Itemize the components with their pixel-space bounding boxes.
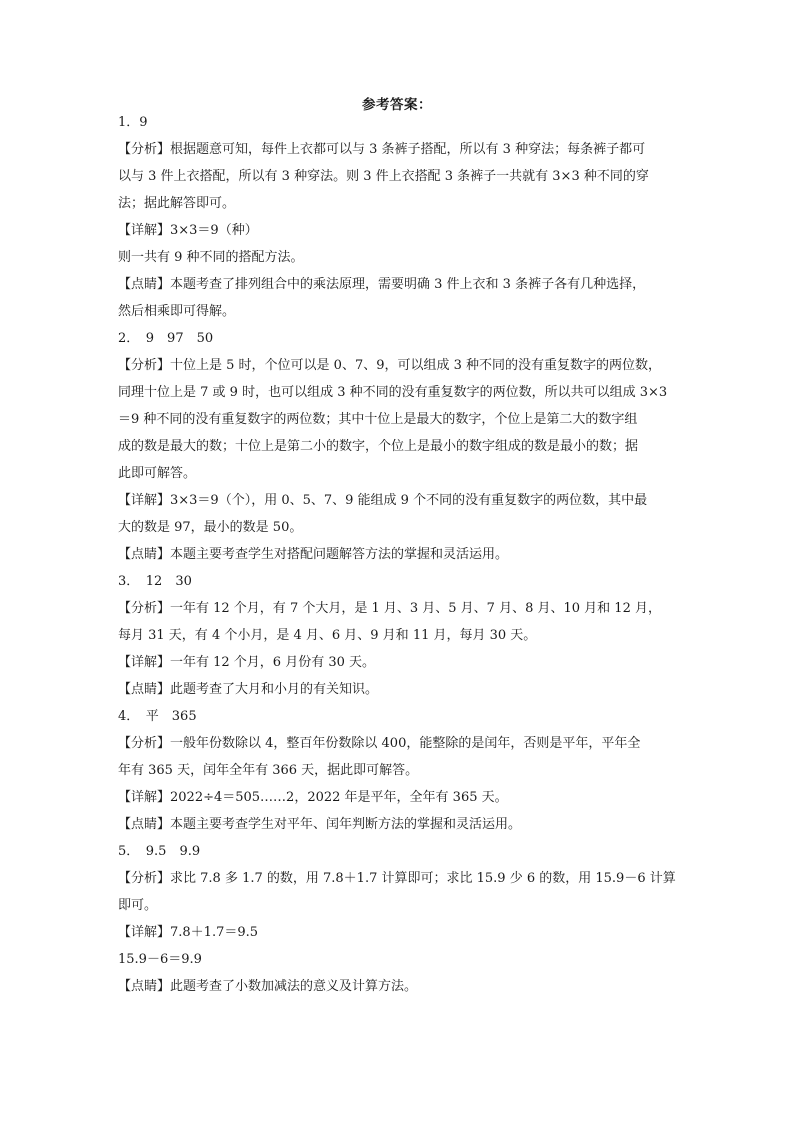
answer-5-detail: 【详解】7.8＋1.7＝9.5 [118, 925, 259, 940]
answer-2-analysis-cont: 同理十位上是 7 或 9 时，也可以组成 3 种不同的没有重复数字的两位数，所以共可以组成 3×3 [118, 385, 668, 400]
answer-5-comment: 【点睛】此题考查了小数加减法的意义及计算方法。 [118, 979, 418, 994]
answer-3-analysis-cont: 每月 31 天，有 4 个小月，是 4 月、6 月、9 月和 11 月，每月 30 天。 [118, 628, 537, 643]
answer-4-heading: 4． 平 365 [118, 709, 197, 724]
answer-4-analysis: 【分析】一般年份数除以 4，整百年份数除以 400，能整除的是闰年，否则是平年，平年全 [118, 736, 641, 751]
page-title: 参考答案： [362, 97, 432, 113]
answer-1-comment: 【点睛】本题考查了排列组合中的乘法原理，需要明确 3 件上衣和 3 条裤子各有几种选择， [118, 277, 646, 292]
answer-3-comment: 【点睛】此题考查了大月和小月的有关知识。 [118, 682, 379, 697]
answer-4-comment: 【点睛】本题主要考查学生对平年、闰年判断方法的掌握和灵活运用。 [118, 817, 522, 832]
answer-2-analysis-cont: ＝9 种不同的没有重复数字的两位数；其中十位上是最大的数字，个位上是第二大的数字组 [118, 412, 638, 427]
answer-2-detail-cont: 大的数是 97，最小的数是 50。 [118, 520, 303, 535]
answer-3-heading: 3． 12 30 [118, 574, 192, 589]
answer-2-detail: 【详解】3×3＝9（个），用 0、5、7、9 能组成 9 个不同的没有重复数字的两位数，其中最 [118, 493, 648, 508]
answer-3-detail: 【详解】一年有 12 个月，6 月份有 30 天。 [118, 655, 376, 670]
answer-1-analysis-cont: 法；据此解答即可。 [118, 196, 236, 211]
answer-4-detail: 【详解】2022÷4＝505……2，2022 年是平年，全年有 365 天。 [118, 790, 508, 805]
answer-5-detail-cont: 15.9－6＝9.9 [118, 952, 202, 967]
answer-2-heading: 2． 9 97 50 [118, 331, 214, 346]
answer-1-analysis-cont: 以与 3 件上衣搭配，所以有 3 种穿法。则 3 件上衣搭配 3 条裤子一共就有 3×3 种不同的穿 [118, 169, 649, 184]
answer-4-analysis-cont: 年有 365 天，闰年全年有 366 天，据此即可解答。 [118, 763, 419, 778]
answer-5-analysis-cont: 即可。 [118, 898, 158, 913]
answer-2-analysis-cont: 成的数是最大的数；十位上是第二小的数字，个位上是最小的数字组成的数是最小的数；据 [118, 439, 639, 454]
answer-1-detail: 【详解】3×3＝9（种） [118, 223, 258, 238]
answer-5-analysis: 【分析】求比 7.8 多 1.7 的数，用 7.8＋1.7 计算即可；求比 15.9 少 6 的数，用 15.9－6 计算 [118, 871, 676, 886]
answer-2-analysis-cont: 此即可解答。 [118, 466, 197, 481]
answer-1-comment-cont: 然后相乘即可得解。 [118, 304, 236, 319]
answer-5-heading: 5． 9.5 9.9 [118, 844, 201, 859]
answer-1-heading: 1．9 [118, 115, 148, 130]
answer-3-analysis: 【分析】一年有 12 个月，有 7 个大月，是 1 月、3 月、5 月、7 月、8 月、10 月和 12 月， [118, 601, 661, 616]
answer-content [118, 114, 696, 1005]
answer-2-analysis: 【分析】十位上是 5 时，个位可以是 0、7、9，可以组成 3 种不同的没有重复数字的两位数， [118, 358, 662, 373]
answer-1-analysis: 【分析】根据题意可知，每件上衣都可以与 3 条裤子搭配，所以有 3 种穿法；每条裤子都可 [118, 142, 646, 157]
answer-2-comment: 【点睛】本题主要考查学生对搭配问题解答方法的掌握和灵活运用。 [118, 547, 509, 562]
answer-1-detail-cont: 则一共有 9 种不同的搭配方法。 [118, 250, 304, 265]
